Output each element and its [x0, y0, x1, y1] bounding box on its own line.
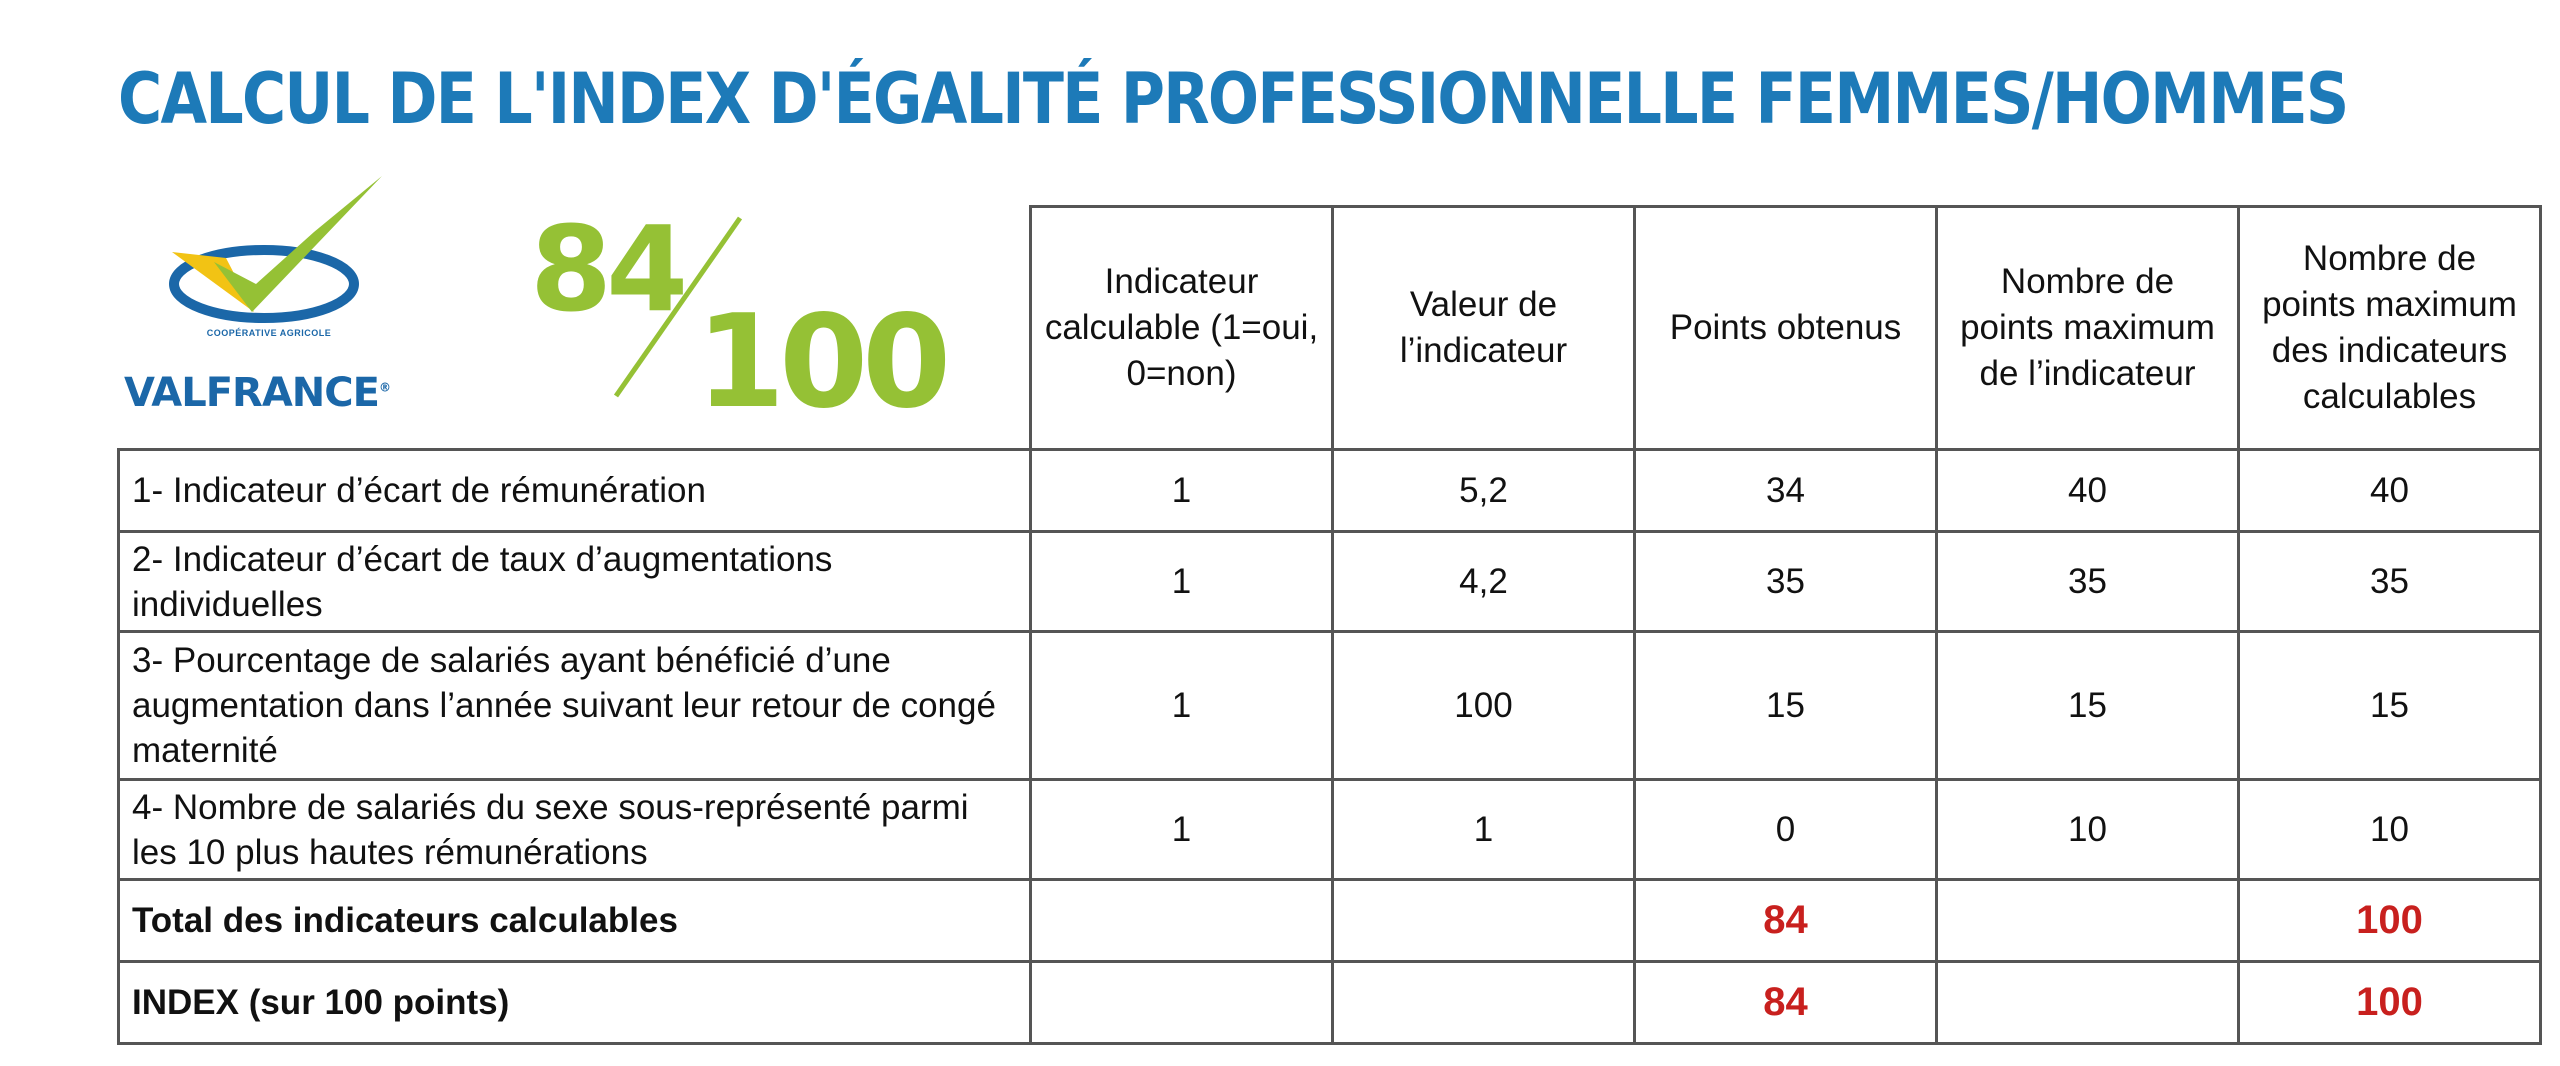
row-label: 2- Indicateur d’écart de taux d’augmentations individuelles [119, 532, 1031, 632]
cell-empty [1333, 962, 1635, 1044]
header-points: Points obtenus [1635, 207, 1937, 450]
row-label: 4- Nombre de salariés du sexe sous-représenté parmi les 10 plus hautes rémunérations [119, 780, 1031, 880]
cell-points: 34 [1635, 450, 1937, 532]
total-label: Total des indicateurs calculables [119, 880, 1031, 962]
cell-calculable: 1 [1031, 780, 1333, 880]
cell-calculable: 1 [1031, 450, 1333, 532]
logo-name: VALFRANCE® [124, 370, 390, 416]
cell-max-indicateur: 40 [1937, 450, 2239, 532]
cell-max-indicateur: 10 [1937, 780, 2239, 880]
header-calculable: Indicateur calculable (1=oui, 0=non) [1031, 207, 1333, 450]
cell-points: 15 [1635, 632, 1937, 780]
total-row [119, 880, 2541, 962]
cell-empty [1937, 880, 2239, 962]
page-title: CALCUL DE L'INDEX D'ÉGALITÉ PROFESSIONNELLE FEMMES/HOMMES [118, 58, 2348, 140]
index-max-calculables: 100 [2239, 962, 2541, 1044]
header-blank [119, 207, 1031, 450]
score-max: 100 [696, 288, 946, 437]
cell-empty [1937, 962, 2239, 1044]
header-max-calculables: Nombre de points maximum des indicateurs calculables [2239, 207, 2541, 450]
cell-valeur: 4,2 [1333, 532, 1635, 632]
table-row [119, 632, 2541, 780]
cell-max-calculables: 10 [2239, 780, 2541, 880]
cell-empty [1031, 880, 1333, 962]
cell-points: 35 [1635, 532, 1937, 632]
cell-calculable: 1 [1031, 632, 1333, 780]
table-row [119, 532, 2541, 632]
cell-points: 0 [1635, 780, 1937, 880]
cell-calculable: 1 [1031, 532, 1333, 632]
header-max-indicateur: Nombre de points maximum de l’indicateur [1937, 207, 2239, 450]
cell-empty [1031, 962, 1333, 1044]
row-label: 1- Indicateur d’écart de rémunération [119, 450, 1031, 532]
cell-valeur: 5,2 [1333, 450, 1635, 532]
cell-valeur: 1 [1333, 780, 1635, 880]
cell-max-indicateur: 35 [1937, 532, 2239, 632]
header-valeur: Valeur de l’indicateur [1333, 207, 1635, 450]
table-header-row [119, 207, 2541, 450]
index-table [117, 205, 2542, 1045]
total-max-calculables: 100 [2239, 880, 2541, 962]
index-row [119, 962, 2541, 1044]
cell-max-calculables: 35 [2239, 532, 2541, 632]
index-points: 84 [1635, 962, 1937, 1044]
row-label: 3- Pourcentage de salariés ayant bénéficié d’une augmentation dans l’année suivant leur retour de congé maternité [119, 632, 1031, 780]
total-points: 84 [1635, 880, 1937, 962]
cell-empty [1333, 880, 1635, 962]
cell-max-indicateur: 15 [1937, 632, 2239, 780]
table-row [119, 780, 2541, 880]
score-obtained: 84 [530, 200, 683, 338]
cell-valeur: 100 [1333, 632, 1635, 780]
index-label: INDEX (sur 100 points) [119, 962, 1031, 1044]
logo-tagline: COOPÉRATIVE AGRICOLE [206, 328, 332, 338]
table-row [119, 450, 2541, 532]
cell-max-calculables: 15 [2239, 632, 2541, 780]
cell-max-calculables: 40 [2239, 450, 2541, 532]
